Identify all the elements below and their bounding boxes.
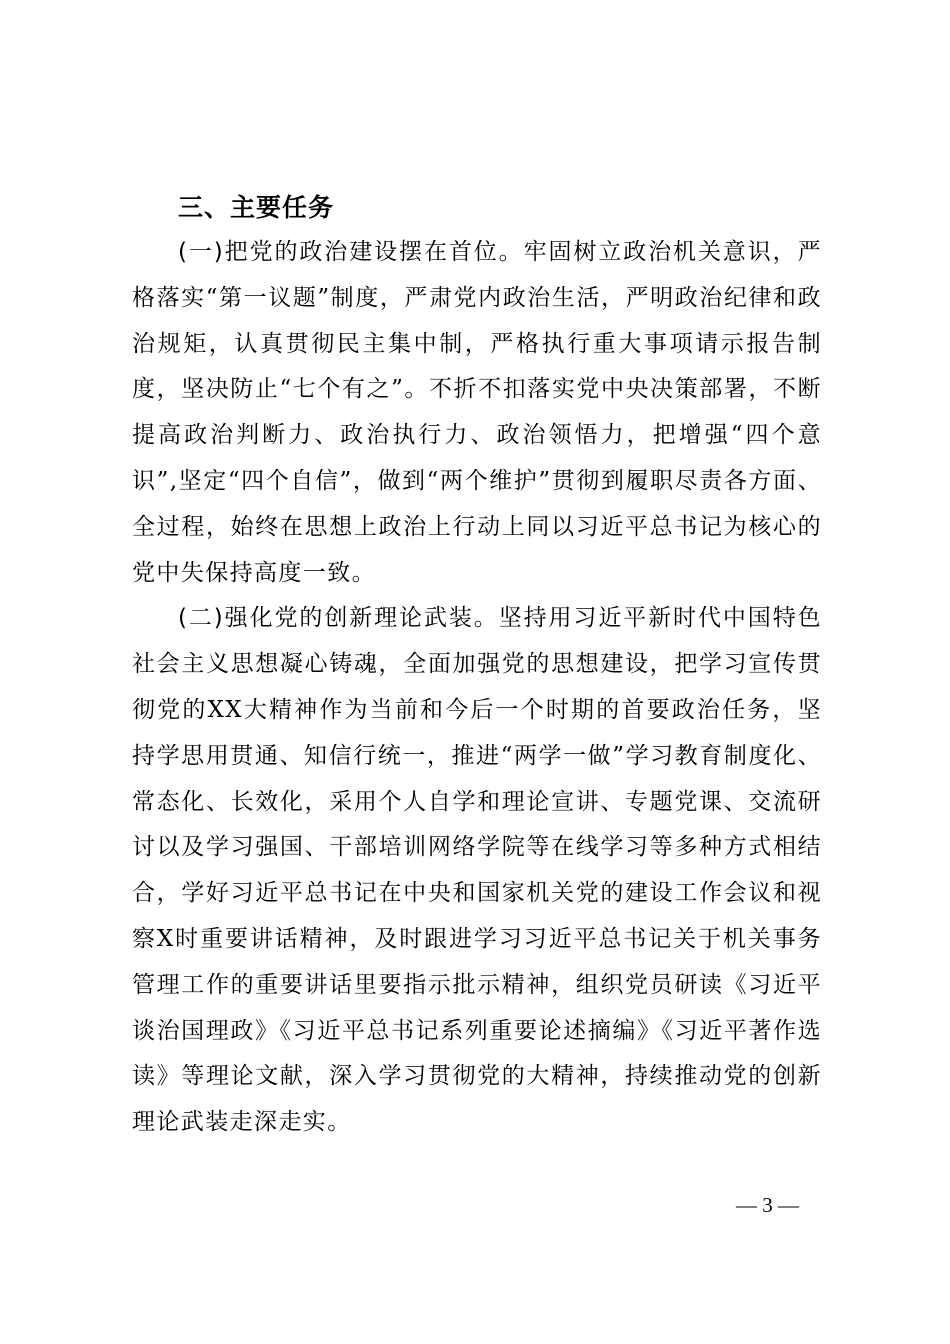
section-heading: 三、主要任务 (178, 193, 335, 222)
paragraph-body: 牢固树立政治机关意识，严格落实“第一议题”制度，严肃党内政治生活，严明政治纪律和政治规矩，认真贯彻民主集中制，严格执行重大事项请示报告制度，坚决防止“七个有之”。不折不扣落实党中央决策部署，不断提高政治判断力、政治执行力、政治领悟力，把增强“四个意识”,坚定“四个自信”，做到“两个维护”贯彻到履职尽责各方面、全过程，始终在思想上政治上行动上同以习近平总书记为核心的党中失保持高度一致。 (132, 239, 822, 586)
paragraph-lead: (一)把党的政治建设摆在首位。 (178, 239, 524, 265)
page-number: — 3 — (736, 1193, 799, 1217)
paragraph-body: 坚持用习近平新时代中国特色社会主义思想凝心铸魂，全面加强党的思想建设，把学习宣传贯彻党的XX大精神作为当前和今后一个时期的首要政治任务，坚持学思用贯通、知信行统一，推进“两学一做”学习教育制度化、常态化、长效化，采用个人自学和理论宣讲、专题党课、交流研讨以及学习强国、干部培训网络学院等在线学习等多种方式相结合，学好习近平总书记在中央和国家机关党的建设工作会议和视察X时重要讲话精神，及时跟进学习习近平总书记关于机关事务管理工作的重要讲话里要指示批示精神，组织党员研读《习近平谈治国理政》《习近平总书记系列重要论述摘编》《习近平著作选读》等理论文献，深入学习贯彻党的大精神，持续推动党的创新理论武装走深走实。 (132, 605, 823, 1136)
paragraph-theory-arming (132, 596, 822, 1146)
paragraph-political-construction (132, 230, 822, 596)
document-body (132, 186, 822, 1146)
paragraph-lead: (二)强化党的创新理论武装。 (178, 605, 499, 632)
